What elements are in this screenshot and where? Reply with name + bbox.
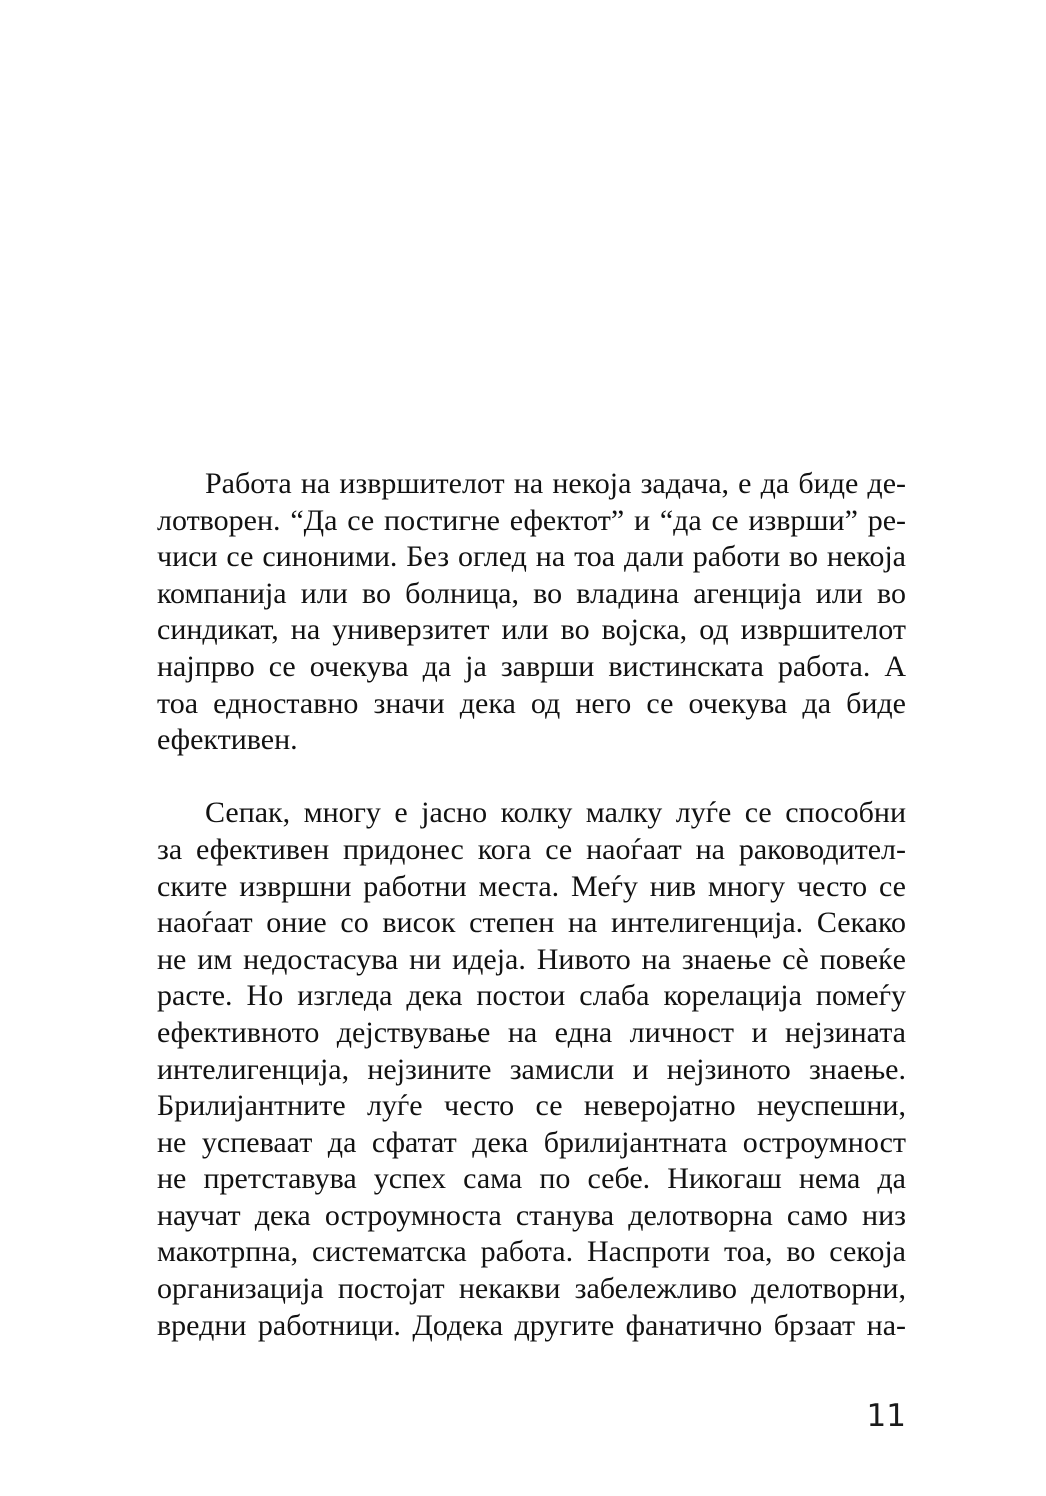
paragraph (157, 466, 906, 759)
text-line: тоа едноставно значи дека од него се очекува да биде (157, 686, 906, 720)
text-line: лотворен. “Да се постигне ефектот” и “да се изврши” ре- (157, 503, 906, 537)
paragraph (157, 795, 906, 1344)
text-line: вредни работници. Додека другите фанатично брзаат на- (157, 1308, 906, 1342)
text-line: синдикат, на универзитет или во војска, од извршителот (157, 613, 906, 647)
text-line: ефективен. (157, 723, 298, 757)
text-line: за ефективен придонес кога се наоѓаат на раководител- (157, 832, 906, 866)
text-line: интелигенција, нејзините замисли и нејзиното знаење. (157, 1052, 906, 1086)
text-line: наоѓаат оние со висок степен на интелигенција. Секако (157, 906, 906, 940)
text-line: расте. Но изгледа дека постои слаба корелација помеѓу (157, 979, 906, 1013)
page-number: 11 (866, 1398, 906, 1434)
text-line: најпрво се очекува да ја заврши вистинската работа. А (157, 649, 906, 683)
text-line: Брилијантните луѓе често се неверојатно неуспешни, (157, 1089, 906, 1123)
text-line: научат дека остроумноста станува делотворна само низ (157, 1198, 906, 1232)
text-line: организација постојат некакви забележливо делотворни, (157, 1272, 906, 1306)
text-line: компанија или во болница, во владина агенција или во (157, 576, 906, 610)
text-line: макотрпна, систематска работа. Наспроти тоа, во секоја (157, 1235, 906, 1269)
text-line: не претставува успех сама по себе. Никогаш нема да (157, 1162, 906, 1196)
text-line: ефективното дејствување на една личност и нејзината (157, 1015, 906, 1049)
text-block (157, 466, 906, 1344)
text-line: не успеваат да сфатат дека брилијантната остроумност (157, 1125, 906, 1159)
text-line: Сепак, многу е јасно колку малку луѓе се способни (205, 796, 906, 830)
text-line: Работа на извршителот на некоја задача, е да биде де- (205, 467, 906, 500)
text-line: не им недостасува ни идеја. Нивото на знаење сѐ повеќе (157, 942, 906, 976)
text-line: ските извршни работни места. Меѓу нив многу често се (157, 869, 906, 903)
text-line: чиси се синоними. Без оглед на тоа дали работи во некоја (157, 540, 906, 574)
